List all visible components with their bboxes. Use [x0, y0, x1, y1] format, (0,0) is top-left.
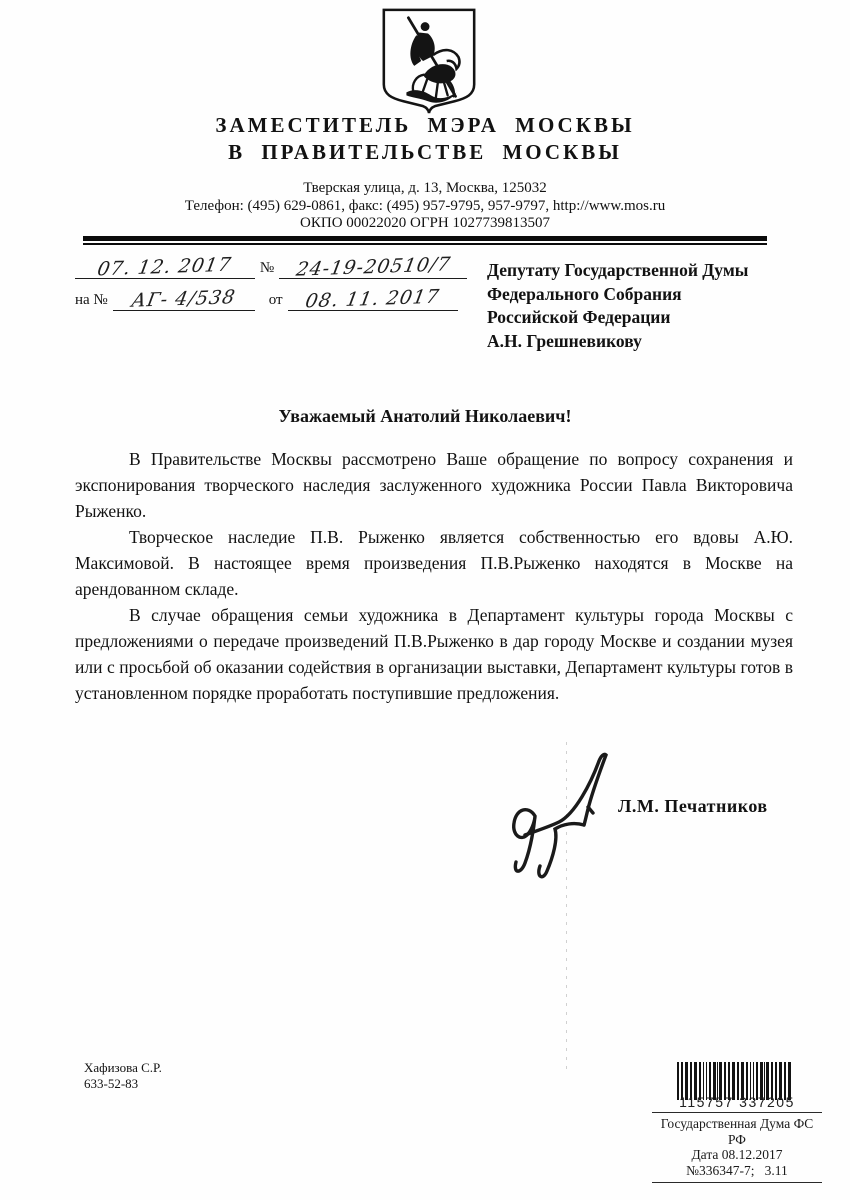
number-label: №	[259, 260, 275, 276]
body-paragraph: Творческое наследие П.В. Рыженко является собственностью его вдовы А.Ю. Максимовой. В настоящее время произведения П.В.Рыженко находятся в Москве на арендованном складе.	[75, 527, 793, 599]
org-contacts: Телефон: (495) 629-0861, факс: (495) 957-9795, 957-9797, http://www.mos.ru	[184, 198, 666, 214]
duma-registration-stamp	[652, 1112, 822, 1183]
recipient-line: А.Н. Грешневикову	[487, 330, 642, 351]
executor-name: Хафизова С.Р.	[84, 1060, 162, 1075]
header-divider	[83, 236, 767, 245]
handwritten-signature	[495, 735, 615, 880]
org-title-line2: В ПРАВИТЕЛЬСТВЕ МОСКВЫ	[228, 140, 622, 164]
signer-name: Л.М. Печатников	[618, 796, 768, 816]
recipient-line: Федерального Собрания	[487, 283, 682, 304]
incoming-number-handwritten: АГ- 4/538	[129, 286, 238, 312]
recipient-block	[487, 259, 748, 353]
salutation: Уважаемый Анатолий Николаевич!	[278, 406, 572, 426]
body-paragraph: В случае обращения семьи художника в Департамент культуры города Москвы с предложениями о передаче произведений П.В.Рыженко в дар городу Москве и создании музея или с просьбой об оказании содействия в организации выставки, Департамент культуры готов в установленном порядке проработать поступившие предложения.	[75, 605, 793, 703]
incoming-date-field	[288, 285, 458, 313]
letter-body	[75, 446, 793, 706]
barcode-digits: 115757 337205	[679, 1094, 795, 1110]
incoming-ref-row	[75, 285, 467, 313]
body-paragraph: В Правительстве Москвы рассмотрено Ваше обращение по вопросу сохранения и экспонирования творческого наследия заслуженного художника России Павла Викторовича Рыженко.	[75, 449, 793, 521]
incoming-date-handwritten: 08. 11. 2017	[303, 285, 442, 313]
outgoing-ref-row	[75, 253, 467, 281]
stamp-org: Государственная Дума ФС РФ	[660, 1116, 814, 1147]
stamp-date: Дата 08.12.2017	[691, 1147, 783, 1162]
incoming-number-field	[113, 288, 255, 311]
executor-block	[84, 1060, 162, 1092]
outgoing-date-field	[75, 253, 255, 281]
org-registration-codes: ОКПО 00022020 ОГРН 1027739813507	[300, 215, 550, 231]
recipient-line: Российской Федерации	[487, 307, 671, 327]
executor-phone: 633-52-83	[84, 1076, 139, 1091]
moscow-coat-of-arms-icon	[372, 4, 486, 114]
org-address: Тверская улица, д. 13, Москва, 125032	[303, 180, 547, 196]
outgoing-number-field	[279, 253, 467, 281]
org-title-line1: ЗАМЕСТИТЕЛЬ МЭРА МОСКВЫ	[215, 113, 635, 137]
scan-artifact-line	[566, 742, 567, 1072]
outgoing-number-handwritten: 24-19-20510/7	[294, 253, 453, 281]
outgoing-date-handwritten: 07. 12. 2017	[96, 253, 234, 281]
reference-block	[75, 253, 467, 313]
from-label: от	[268, 292, 283, 308]
stamp-number: №336347-7; 3.11	[686, 1162, 788, 1178]
recipient-line: Депутату Государственной Думы	[487, 260, 749, 280]
reply-to-label: на №	[75, 292, 108, 308]
